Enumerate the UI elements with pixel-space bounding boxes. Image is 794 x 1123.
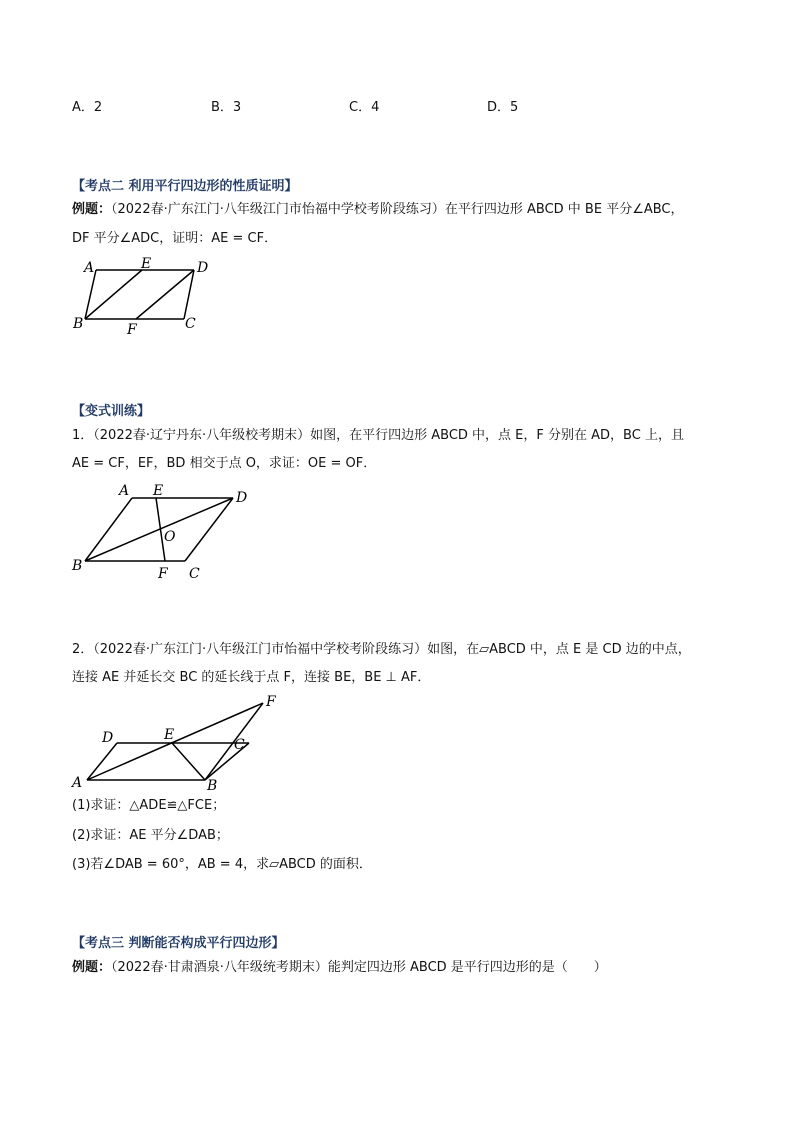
- label-e: E: [141, 256, 152, 272]
- label-f: F: [266, 694, 276, 710]
- segment-be: [172, 743, 205, 780]
- example-2-line2: DF 平分∠ADC，证明：AE = CF．: [72, 231, 278, 246]
- q2-line2: 连接 AE 并延长交 BC 的延长线于点 F，连接 BE，BE ⊥ AF．: [72, 670, 431, 685]
- label-b: B: [207, 778, 218, 794]
- label-a: A: [72, 775, 83, 791]
- choice-a: A．2: [72, 100, 103, 115]
- edge-da: [87, 743, 117, 780]
- q2-part3: (3)若∠DAB = 60°，AB = 4，求▱ABCD 的面积．: [72, 857, 372, 872]
- label-b: B: [73, 316, 84, 332]
- label-a: A: [119, 483, 130, 499]
- q2-part1: (1)求证：△ADE≌△FCE；: [72, 798, 226, 813]
- label-f: F: [127, 322, 137, 338]
- section-heading-2: 【考点二 利用平行四边形的性质证明】: [72, 179, 298, 194]
- q1-line1: 1．（2022春·辽宁丹东·八年级校考期末）如图，在平行四边形 ABCD 中，点 E，F 分别在 AD，BC 上，且: [72, 428, 684, 443]
- label-a: A: [84, 260, 95, 276]
- example-3-line: [72, 958, 607, 978]
- label-e: E: [164, 727, 175, 743]
- label-o: O: [164, 529, 176, 545]
- example-label: 例题：: [72, 960, 112, 975]
- section-heading-3: 【考点三 判断能否构成平行四边形】: [72, 936, 285, 951]
- label-d: D: [102, 730, 114, 746]
- label-d: D: [197, 260, 209, 276]
- q2-line1: 2．（2022春·广东江门·八年级江门市怡福中学校考阶段练习）如图，在▱ABCD 中，点 E 是 CD 边的中点，: [72, 642, 691, 657]
- label-c: C: [185, 316, 196, 332]
- practice-heading: 【变式训练】: [72, 404, 151, 419]
- label-e: E: [153, 483, 164, 499]
- choice-b: B．3: [211, 100, 242, 115]
- label-d: D: [236, 490, 248, 506]
- q2-part2: (2)求证：AE 平分∠DAB；: [72, 828, 229, 843]
- label-f: F: [158, 566, 168, 582]
- q1-line2: AE = CF，EF，BD 相交于点 O，求证：OE = OF．: [72, 456, 377, 471]
- choice-d: D．5: [487, 100, 519, 115]
- label-c: C: [234, 737, 245, 753]
- choice-c: C．4: [349, 100, 380, 115]
- example-text: （2022春·广东江门·八年级江门市怡福中学校考阶段练习）在平行四边形 ABCD 中 BE 平分∠ABC，: [111, 202, 684, 217]
- label-b: B: [72, 558, 83, 574]
- label-c: C: [189, 566, 200, 582]
- example-label: 例题：: [72, 202, 112, 217]
- example-text: （2022春·甘肃酒泉·八年级统考期末）能判定四边形 ABCD 是平行四边形的是（ ）: [111, 960, 607, 975]
